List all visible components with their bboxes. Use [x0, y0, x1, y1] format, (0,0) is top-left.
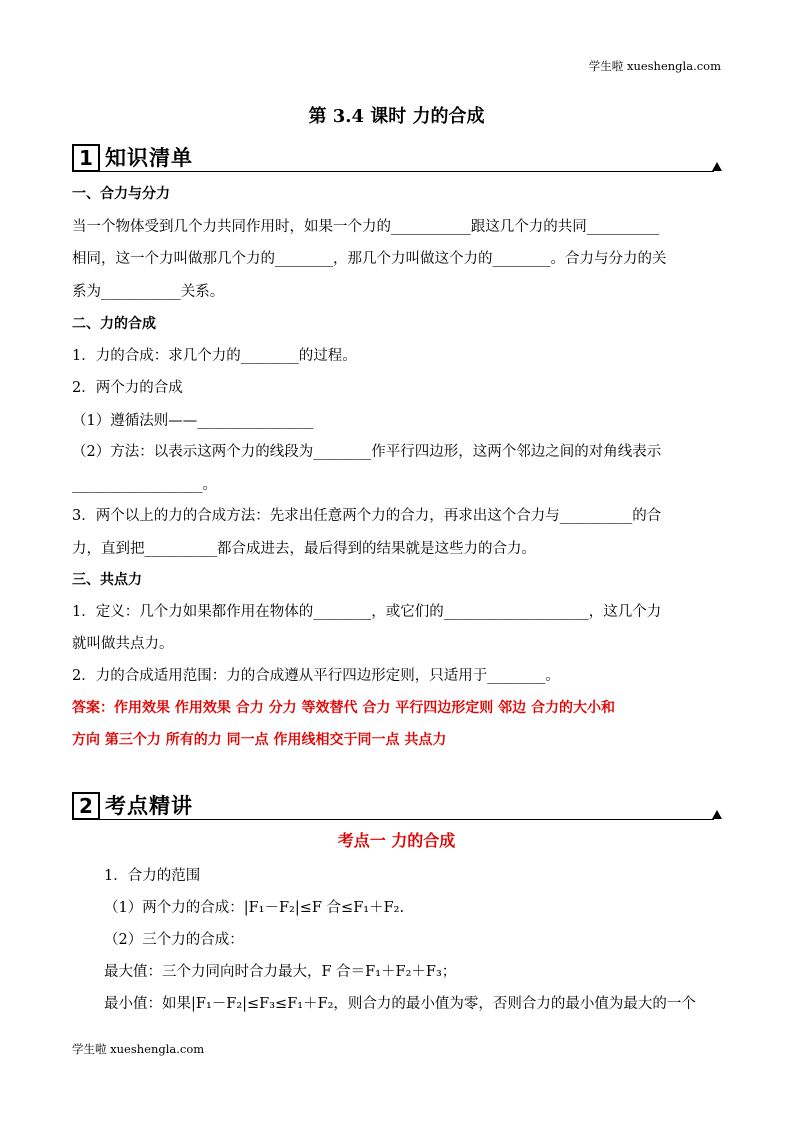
section-number-badge: 1 [72, 144, 100, 172]
section-label: 知识清单 [105, 146, 193, 170]
section-rule [72, 819, 714, 820]
heading-2: 二、力的合成 [72, 316, 156, 332]
heading-1: 一、合力与分力 [72, 186, 170, 202]
text-line: 3．两个以上的力的合成方法：先求出任意两个力的合力，再求出这个合力与__________的合 [72, 508, 662, 524]
page-title: 第 3.4 课时 力的合成 [308, 106, 485, 127]
section-label: 考点精讲 [105, 794, 193, 818]
triangle-icon [712, 162, 722, 171]
section-rule [72, 171, 714, 172]
section-header-keypoints [72, 790, 722, 820]
text-line: 最小值：如果|F₁－F₂|≤F₃≤F₁＋F₂，则合力的最小值为零，否则合力的最小值为最大的一个 [104, 996, 696, 1012]
text-line: 就叫做共点力。 [72, 636, 174, 652]
text-line: 2．力的合成适用范围：力的合成遵从平行四边形定则，只适用于________。 [72, 668, 560, 684]
answer-line: 方向 第三个力 所有的力 同一点 作用线相交于同一点 共点力 [72, 732, 447, 748]
footer-watermark: 学生啦 xueshengla.com [72, 1042, 205, 1056]
text-line: （1）遵循法则——________________ [72, 413, 314, 429]
text-line: 2．两个力的合成 [72, 380, 183, 396]
text-line: （1）两个力的合成：|F₁－F₂|≤F 合≤F₁＋F₂. [104, 900, 405, 916]
triangle-icon [712, 810, 722, 819]
text-line: （2）方法：以表示这两个力的线段为________作平行四边形，这两个邻边之间的对角线表示 [72, 444, 662, 460]
text-line: 最大值：三个力同向时合力最大，F 合＝F₁＋F₂＋F₃； [104, 964, 457, 980]
text-line: 系为___________关系。 [72, 284, 225, 300]
answer-line: 答案：作用效果 作用效果 合力 分力 等效替代 合力 平行四边形定则 邻边 合力的大小和 [72, 700, 615, 716]
header-watermark: 学生啦 xueshengla.com [588, 59, 721, 73]
keypoint-title: 考点一 力的合成 [337, 831, 456, 850]
text-line: 当一个物体受到几个力共同作用时，如果一个力的___________跟这几个力的共同__________ [72, 219, 660, 235]
text-line: （2）三个力的合成： [104, 932, 244, 948]
text-line: 1．定义：几个力如果都作用在物体的________，或它们的____________________，这几个力 [72, 604, 662, 620]
text-line: __________________。 [72, 477, 217, 493]
text-line: 1．力的合成：求几个力的________的过程。 [72, 348, 357, 364]
heading-3: 三、共点力 [72, 572, 142, 588]
text-line: 相同，这一个力叫做那几个力的________，那几个力叫做这个力的________。合力与分力的关 [72, 251, 667, 267]
text-line: 1．合力的范围 [104, 868, 201, 884]
section-number-badge: 2 [72, 792, 100, 820]
section-header-knowledge [72, 142, 722, 172]
text-line: 力，直到把__________都合成进去，最后得到的结果就是这些力的合力。 [72, 541, 536, 557]
